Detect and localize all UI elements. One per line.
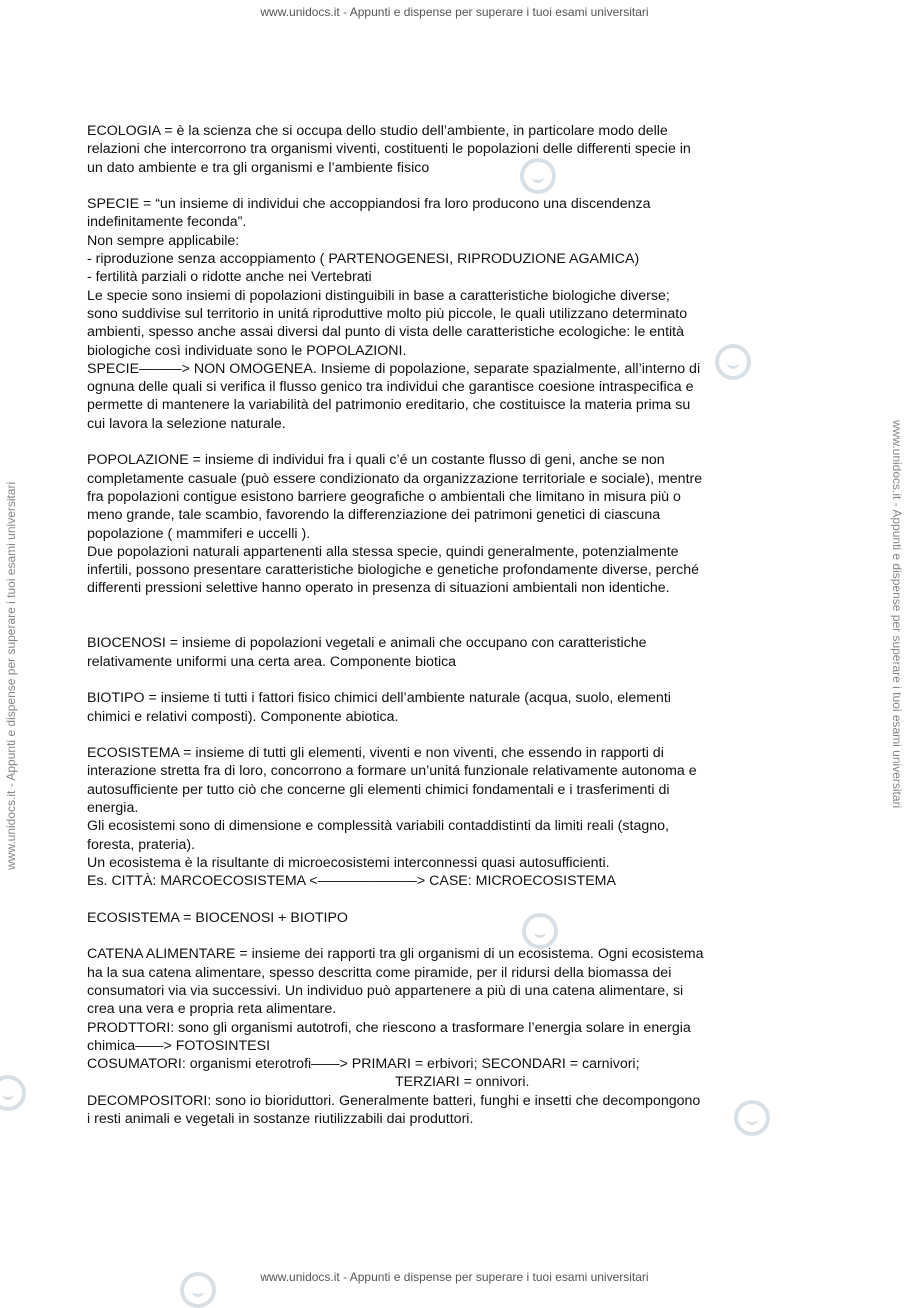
text-line: relazioni che intercorrono tra organismi viventi, costituenti le popolazioni delle differenti specie in: [87, 141, 691, 158]
text-line: fra popolazioni contigue esistono barriere geografiche o ambientali che limitano in misura più o: [87, 488, 681, 505]
footer-watermark: www.unidocs.it - Appunti e dispense per superare i tuoi esami universitari: [260, 1270, 649, 1284]
text-line: chimici e relativi composti). Componente abiotica.: [87, 708, 399, 725]
text-line: differenti pressioni selettive hanno operato in presenza di situazioni ambientali non identiche.: [87, 580, 670, 597]
text-line: Le specie sono insiemi di popolazioni distinguibili in base a caratteristiche biologiche diverse;: [87, 287, 670, 304]
text-line: ECOSISTEMA = insieme di tutti gli elementi, viventi e non viventi, che essendo in rapporti di: [87, 745, 664, 762]
text-line: indefinitamente feconda”.: [87, 214, 247, 231]
list-item: - riproduzione senza accoppiamento ( PARTENOGENESI, RIPRODUZIONE AGAMICA): [87, 251, 640, 268]
text-line: Un ecosistema è la risultante di microecosistemi interconnessi quasi autosufficienti.: [87, 854, 610, 871]
watermark-logo-icon: [0, 1075, 26, 1111]
text-line: crea una vera e propria reta alimentare.: [87, 1001, 337, 1018]
text-line: BIOTIPO = insieme ti tutti i fattori fisico chimici dell’ambiente naturale (acqua, suolo, elementi: [87, 690, 671, 707]
text-line: infertili, possono presentare caratteristiche biologiche e genetiche profondamente diverse, perché: [87, 562, 700, 579]
text-line: consumatori via via successivi. Un individuo può appartenere a più di una catena alimentare, si: [87, 982, 684, 999]
text-line: Non sempre applicabile:: [87, 232, 240, 249]
text-line: CATENA ALIMENTARE = insieme dei rapporti tra gli organismi di un ecosistema. Ogni ecosistema: [87, 946, 704, 963]
text-line: un dato ambiente e tra gli organismi e l’ambiente fisico: [87, 159, 430, 176]
text-line: cui lavora la selezione naturale.: [87, 415, 286, 432]
text-line: sono suddivise sul territorio in unitá riproduttive molto più piccole, le quali utilizzano determinato: [87, 305, 688, 322]
text-line: relativamente uniformi una certa area. Componente biotica: [87, 653, 457, 670]
text-line: Gli ecosistemi sono di dimensione e complessità variabili contaddistinti da limiti reali (stagno,: [87, 818, 669, 835]
right-side-watermark: www.unidocs.it - Appunti e dispense per superare i tuoi esami universitari: [890, 420, 904, 809]
text-line: BIOCENOSI = insieme di popolazioni vegetali e animali che occupano con caratteristiche: [87, 635, 647, 652]
text-line: Due popolazioni naturali appartenenti alla stessa specie, quindi generalmente, potenzialmente: [87, 543, 679, 560]
list-item: - fertilità parziali o ridotte anche nei Vertebrati: [87, 269, 372, 286]
text-line: Es. CITTÀ: MARCOECOSISTEMA <———————> CASE: MICROECOSISTEMA: [87, 873, 616, 890]
text-line: autosufficiente per tutto ciò che concerne gli elementi chimici fondamentali e i trasferimenti di: [87, 781, 670, 798]
left-side-watermark: www.unidocs.it - Appunti e dispense per superare i tuoi esami universitari: [4, 481, 18, 870]
text-line: foresta, prateria).: [87, 836, 196, 853]
text-line: TERZIARI = onnivori.: [395, 1074, 530, 1091]
text-line: completamente casuale (può essere condizionato da organizzazione territoriale e sociale), mentre: [87, 470, 703, 487]
text-line: ambienti, spesso anche assai diversi dal punto di vista delle caratteristiche ecologiche: le entità: [87, 324, 684, 341]
text-line: energia.: [87, 799, 139, 816]
text-line: ha la sua catena alimentare, spesso descritta come piramide, per il ridursi della biomassa dei: [87, 964, 672, 981]
text-line: meno grande, tale scambio, favorendo la differenziazione dei patrimoni genetici di ciascuna: [87, 507, 661, 524]
text-line: ECOLOGIA = è la scienza che si occupa dello studio dell’ambiente, in particolare modo delle: [87, 123, 668, 139]
text-line: popolazione ( mammiferi e uccelli ).: [87, 525, 311, 542]
header-watermark: www.unidocs.it - Appunti e dispense per superare i tuoi esami universitari: [260, 5, 649, 19]
text-line: interazione stretta fra di loro, concorrono a formare un’unitá funzionale relativamente autonoma e: [87, 763, 697, 780]
text-line: ECOSISTEMA = BIOCENOSI + BIOTIPO: [87, 909, 348, 926]
document-body: [87, 122, 822, 1128]
text-line: chimica——> FOTOSINTESI: [87, 1037, 271, 1054]
text-line: i resti animali e vegetali in sostanze riutilizzabili dai produttori.: [87, 1111, 474, 1128]
text-line: ognuna delle quali si verifica il flusso genico tra individui che garantisce coesione intraspecifica e: [87, 379, 694, 396]
text-line: SPECIE = “un insieme di individui che accoppiandosi fra loro producono una discendenza: [87, 196, 651, 213]
text-line: POPOLAZIONE = insieme di individui fra i quali c’é un costante flusso di geni, anche se non: [87, 452, 665, 469]
text-line: permette di mantenere la variabilità del patrimonio ereditario, che costituisce la materia prima su: [87, 397, 691, 414]
text-line: SPECIE———> NON OMOGENEA. Insieme di popolazione, separate spazialmente, all’interno di: [87, 360, 701, 377]
text-line: biologiche così individuate sono le POPOLAZIONI.: [87, 342, 407, 359]
text-line: DECOMPOSITORI: sono io bioriduttori. Generalmente batteri, funghi e insetti che decompongono: [87, 1092, 701, 1109]
text-line: PRODTTORI: sono gli organismi autotrofi, che riescono a trasformare l’energia solare in energia: [87, 1019, 691, 1036]
text-line: COSUMATORI: organismi eterotrofi——> PRIMARI = erbivori; SECONDARI = carnivori;: [87, 1056, 640, 1073]
